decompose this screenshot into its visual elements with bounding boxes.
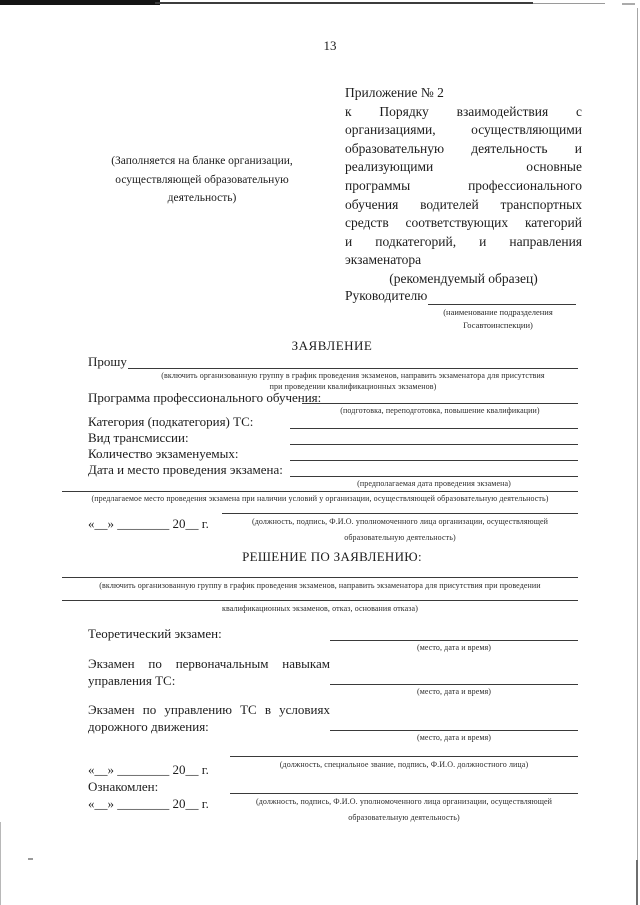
exam-date-fill-line	[290, 476, 578, 477]
place-time-caption: (место, дата и время)	[416, 643, 492, 652]
road-exam-line: Экзамен по управлению ТС в условиях	[88, 702, 330, 717]
signature-caption-line: образовательную деятельность)	[344, 533, 456, 542]
request-caption-line: при проведении квалификационных экзаменов)	[269, 382, 437, 391]
ack-caption-line: (должность, подпись, Ф.И.О. уполномоченного лица организации, осуществляющей	[255, 797, 553, 806]
scan-edge-top-dark	[0, 0, 160, 5]
exam-place-caption: (предлагаемое место проведения экзамена при наличии условий у организации, осуществляющей образовательную деятельность)	[91, 494, 549, 503]
ack-signature-line	[230, 793, 578, 794]
request-fill-line	[128, 368, 578, 369]
scan-edge-right-dark	[636, 860, 638, 905]
org-note-line: осуществляющей образовательную	[115, 173, 289, 186]
date-field: «__» ________ 20__ г.	[88, 516, 209, 531]
appendix-line: экзаменатора	[345, 252, 422, 268]
org-note-line: деятельность)	[167, 192, 237, 204]
place-time-caption: (место, дата и время)	[416, 687, 492, 696]
request-caption-line: (включить организованную группу в график проведения экзаменов, направить экзаменатора для присутствия	[161, 371, 545, 380]
scan-edge-top-dash	[622, 3, 635, 5]
examinees-label: Количество экзаменуемых:	[88, 446, 239, 461]
recommended-sample: (рекомендуемый образец)	[389, 270, 538, 286]
decision-title: РЕШЕНИЕ ПО ЗАЯВЛЕНИЮ:	[242, 549, 422, 564]
appendix-block	[345, 84, 582, 289]
signature-caption-line: (должность, подпись, Ф.И.О. уполномоченного лица организации, осуществляющей	[251, 517, 549, 526]
org-note	[76, 152, 328, 208]
ack-caption-line: образовательную деятельность)	[348, 813, 460, 822]
initial-skills-label	[88, 656, 330, 689]
official-signature-line	[230, 756, 578, 757]
category-label: Категория (подкатегория) ТС:	[88, 414, 254, 429]
appendix-line: образовательную деятельность и	[345, 140, 582, 156]
appendix-line: и подкатегорий, и направления	[345, 233, 582, 249]
appendix-line: организациями, осуществляющими	[345, 122, 582, 138]
initial-skills-fill-line	[330, 684, 578, 685]
theory-exam-fill-line	[330, 640, 578, 641]
appendix-number: Приложение № 2	[345, 85, 444, 100]
addressee-caption-line: (наименование подразделения	[443, 307, 553, 317]
scan-speck	[28, 858, 33, 860]
road-exam-line: дорожного движения:	[88, 718, 209, 734]
official-caption: (должность, специальное звание, подпись, Ф.И.О. должностного лица)	[279, 760, 529, 769]
decision-fill-line-2	[62, 600, 578, 601]
theory-exam-label: Теоретический экзамен:	[88, 626, 222, 641]
category-fill-line	[290, 428, 578, 429]
org-note-line: (Заполняется на бланке организации,	[111, 155, 293, 167]
scan-edge-top-faint	[533, 3, 605, 4]
ack-caption	[230, 796, 578, 823]
scan-edge-right	[637, 8, 638, 905]
request-caption	[128, 370, 578, 392]
road-exam-fill-line	[330, 730, 578, 731]
exam-date-label: Дата и место проведения экзамена:	[88, 462, 283, 477]
program-label: Программа профессионального обучения:	[88, 390, 322, 405]
official-date-field: «__» ________ 20__ г.	[88, 762, 209, 777]
decision-caption-1: (включить организованную группу в график проведения экзаменов, направить экзаменатора для присутствия при проведении	[99, 581, 541, 590]
decision-fill-line-1	[62, 577, 578, 578]
road-exam-label	[88, 702, 330, 735]
addressee-caption	[413, 306, 583, 332]
examinees-fill-line	[290, 460, 578, 461]
initial-skills-line: управления ТС:	[88, 672, 176, 688]
acknowledged-label: Ознакомлен:	[88, 779, 159, 794]
exam-date-caption: (предполагаемая дата проведения экзамена)	[357, 479, 511, 488]
appendix-line: обучения водителей транспортных	[345, 196, 582, 212]
page-number: 13	[323, 38, 337, 53]
addressee-fill-line	[428, 304, 576, 305]
statement-title: ЗАЯВЛЕНИЕ	[291, 338, 373, 353]
addressee-label: Руководителю	[345, 288, 428, 303]
scan-edge-left	[0, 822, 1, 905]
signature-fill-line	[222, 513, 578, 514]
appendix-line: к Порядку взаимодействия с	[345, 103, 582, 119]
appendix-line: программы профессионального	[345, 177, 582, 193]
transmission-label: Вид трансмиссии:	[88, 430, 189, 445]
program-fill-line	[302, 403, 578, 404]
transmission-fill-line	[290, 444, 578, 445]
exam-place-fill-line	[62, 491, 578, 492]
appendix-line: реализующими основные	[345, 159, 582, 175]
initial-skills-line: Экзамен по первоначальным навыкам	[88, 656, 330, 671]
program-caption: (подготовка, переподготовка, повышение квалификации)	[340, 406, 540, 415]
request-label: Прошу	[88, 354, 127, 369]
place-time-caption: (место, дата и время)	[416, 733, 492, 742]
ack-date-field: «__» ________ 20__ г.	[88, 796, 209, 811]
scan-edge-top-thin	[155, 2, 533, 4]
decision-caption-2: квалификационных экзаменов, отказ, основания отказа)	[222, 604, 418, 613]
signature-caption	[222, 516, 578, 543]
addressee-caption-line: Госавтоинспекции)	[463, 320, 533, 330]
appendix-line: средств соответствующих категорий	[345, 215, 582, 231]
